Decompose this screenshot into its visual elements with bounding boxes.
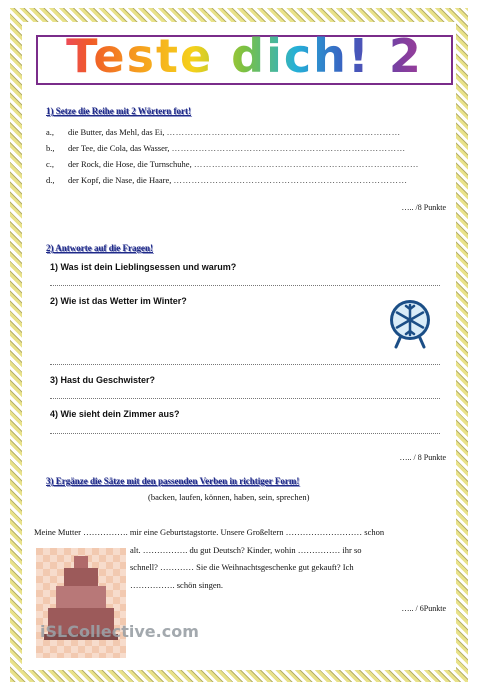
list-item: a., die Butter, das Mehl, das Ei, …………………………………………………………………… bbox=[46, 127, 401, 137]
list-item: d., der Kopf, die Nase, die Haare, …………………………………………………………………… bbox=[46, 175, 408, 185]
section3-score: ….. / 6Punkte bbox=[401, 604, 446, 613]
cake-illustration bbox=[36, 548, 126, 658]
section1-heading: 1) Setze die Reihe mit 2 Wörtern fort! bbox=[46, 106, 192, 116]
answer-line[interactable] bbox=[50, 364, 440, 365]
section1-score: ….. /8 Punkte bbox=[401, 203, 446, 212]
cake-icon bbox=[36, 548, 126, 658]
list-item: b., der Tee, die Cola, das Wasser, …………………………………………………………………… bbox=[46, 143, 406, 153]
answer-line[interactable] bbox=[50, 433, 440, 434]
section2-heading: 2) Antworte auf die Fragen! bbox=[46, 243, 153, 253]
question-2: 2) Wie ist das Wetter im Winter? bbox=[50, 296, 187, 306]
worksheet-title: Teste dich! 2 bbox=[38, 29, 451, 83]
exercise-line: alt. ……………. du gut Deutsch? Kinder, wohin …………… ihr so bbox=[130, 545, 362, 555]
exercise-line: Meine Mutter ……………. mir eine Geburtstagstorte. Unsere Großeltern ……………………… schon bbox=[34, 527, 385, 537]
exercise-line: ……………. schön singen. bbox=[130, 580, 224, 590]
snowflake-icon bbox=[386, 296, 434, 350]
section2-score: ….. / 8 Punkte bbox=[399, 453, 446, 462]
answer-line[interactable] bbox=[50, 398, 440, 399]
exercise-line: schnell? ………… Sie die Weihnachtsgeschenke gut gekauft? Ich bbox=[130, 562, 354, 572]
question-4: 4) Wie sieht dein Zimmer aus? bbox=[50, 409, 180, 419]
question-3: 3) Hast du Geschwister? bbox=[50, 375, 156, 385]
title-box bbox=[36, 29, 453, 85]
verb-list: (backen, laufen, können, haben, sein, sprechen) bbox=[148, 492, 310, 502]
question-1: 1) Was ist dein Lieblingsessen und warum? bbox=[50, 262, 237, 272]
answer-line[interactable] bbox=[50, 285, 440, 286]
watermark: iSLCollective.com bbox=[40, 622, 199, 641]
section3-heading: 3) Ergänze die Sätze mit den passenden Verben in richtiger Form! bbox=[46, 476, 300, 486]
list-item: c., der Rock, die Hose, die Turnschuhe, ………………………………………………………………… bbox=[46, 159, 419, 169]
